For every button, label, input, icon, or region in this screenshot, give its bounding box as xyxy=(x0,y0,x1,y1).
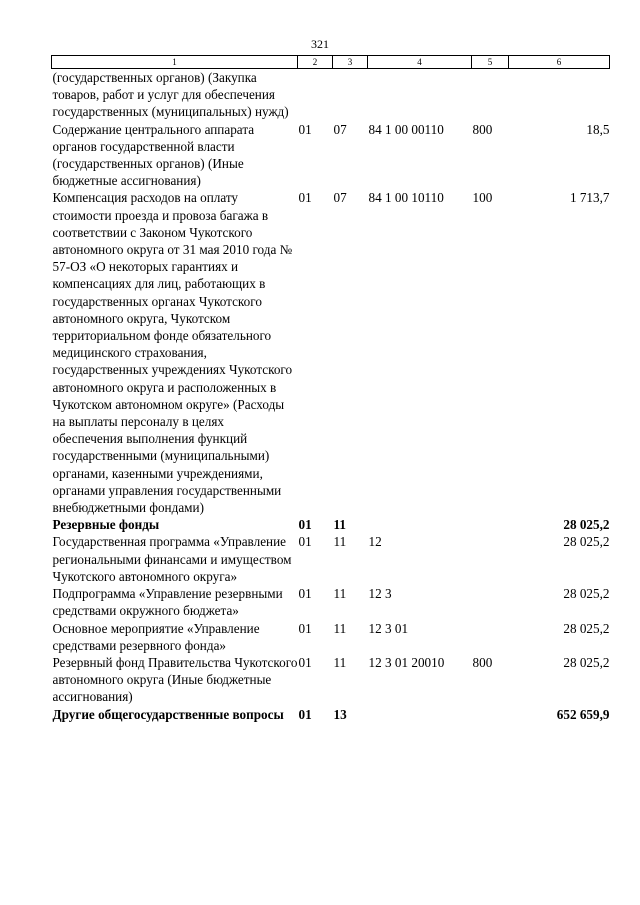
row-subsection: 07 xyxy=(333,190,347,206)
row-section: 01 xyxy=(298,190,312,206)
row-expense-type: 800 xyxy=(472,654,493,670)
row-name: Компенсация расходов на оплату стоимости проезда и провоза багажа в соответствии с Законом Чукотского автономного округа от 31 мая 2010 года № 57-ОЗ «О некоторых гарантиях и компенсациях для лиц, работающих в государственных органах Чукотского автономного округа, Чукотском территориальном фонде обязательного медицинского страхования, государственных учреждениях Чукотского автономного округа и расположенных в Чукотском автономном округе» (Расходы на выплаты персоналу в целях обеспечения выполнения функций государственными (муниципальными) органами, казенными учреждениями, органами управления государственными внебюджетными фондами) xyxy=(52,190,293,516)
row-expense-type xyxy=(472,69,509,121)
row-name: Основное мероприятие «Управление средствами резервного фонда» xyxy=(52,620,260,653)
table-row-section-total xyxy=(52,706,610,723)
row-name: Резервный фонд Правительства Чукотского автономного округа (Иные бюджетные ассигнования) xyxy=(52,654,298,705)
row-subsection: 11 xyxy=(333,654,347,670)
column-number-5: 5 xyxy=(472,56,509,69)
column-number-2: 2 xyxy=(298,56,333,69)
table-row xyxy=(52,69,610,121)
row-target-code: 12 3 xyxy=(368,586,392,602)
row-amount: 28 025,2 xyxy=(563,534,610,550)
row-amount: 28 025,2 xyxy=(563,517,610,533)
row-name: Содержание центрального аппарата органов государственной власти (государственных органов) (Иные бюджетные ассигнования) xyxy=(52,121,255,189)
row-subsection: 07 xyxy=(333,121,347,137)
row-section: 01 xyxy=(298,534,312,550)
row-section: 01 xyxy=(298,586,312,602)
row-subsection: 11 xyxy=(333,620,347,636)
row-section: 01 xyxy=(298,620,312,636)
row-section: 01 xyxy=(298,121,312,137)
page-number: 321 xyxy=(311,37,329,51)
row-subsection: 11 xyxy=(333,534,347,550)
column-number-1: 1 xyxy=(52,56,298,69)
row-subsection: 11 xyxy=(333,517,346,533)
row-subsection: 11 xyxy=(333,586,347,602)
column-number-6: 6 xyxy=(509,56,610,69)
row-section xyxy=(298,69,333,121)
table-row xyxy=(52,654,610,706)
row-amount: 28 025,2 xyxy=(563,620,610,636)
column-number-row xyxy=(52,56,610,69)
table-body xyxy=(52,69,610,723)
row-name: Государственная программа «Управление региональными финансами и имуществом Чукотского автономного округа» xyxy=(52,534,292,584)
row-target-code xyxy=(368,69,472,121)
table-row-section-total xyxy=(52,516,610,533)
column-number-3: 3 xyxy=(333,56,368,69)
row-name: Другие общегосударственные вопросы xyxy=(52,706,284,722)
row-amount: 28 025,2 xyxy=(563,586,610,602)
row-expense-type: 800 xyxy=(472,121,493,137)
row-name: (государственных органов) (Закупка товаров, работ и услуг для обеспечения государственных (муниципальных) нужд) xyxy=(52,70,289,120)
row-target-code: 84 1 00 00110 xyxy=(368,121,444,137)
row-amount: 652 659,9 xyxy=(556,706,610,722)
row-amount: 1 713,7 xyxy=(569,190,610,206)
row-target-code xyxy=(368,516,472,533)
row-expense-type xyxy=(472,516,509,533)
table-row xyxy=(52,620,610,654)
table-row xyxy=(52,533,610,585)
row-expense-type: 100 xyxy=(472,190,493,206)
row-section: 01 xyxy=(298,654,312,670)
row-target-code: 12 3 01 xyxy=(368,620,409,636)
row-amount xyxy=(509,69,610,121)
column-number-4: 4 xyxy=(368,56,472,69)
row-expense-type xyxy=(472,706,509,723)
row-subsection xyxy=(333,69,368,121)
row-section: 01 xyxy=(298,706,312,722)
row-amount: 18,5 xyxy=(586,121,610,137)
table-row xyxy=(52,585,610,619)
row-name: Резервные фонды xyxy=(52,517,160,533)
row-section: 01 xyxy=(298,517,312,533)
row-subsection: 13 xyxy=(333,706,347,722)
row-target-code: 12 xyxy=(368,534,382,550)
row-target-code: 12 3 01 20010 xyxy=(368,654,445,670)
row-target-code xyxy=(368,706,472,723)
row-name: Подпрограмма «Управление резервными средствами окружного бюджета» xyxy=(52,586,283,619)
row-expense-type xyxy=(472,620,509,654)
row-target-code: 84 1 00 10110 xyxy=(368,190,444,206)
row-amount: 28 025,2 xyxy=(563,654,610,670)
table-row xyxy=(52,189,610,516)
table-row xyxy=(52,121,610,190)
budget-table xyxy=(51,55,610,723)
row-expense-type xyxy=(472,533,509,585)
row-expense-type xyxy=(472,585,509,619)
